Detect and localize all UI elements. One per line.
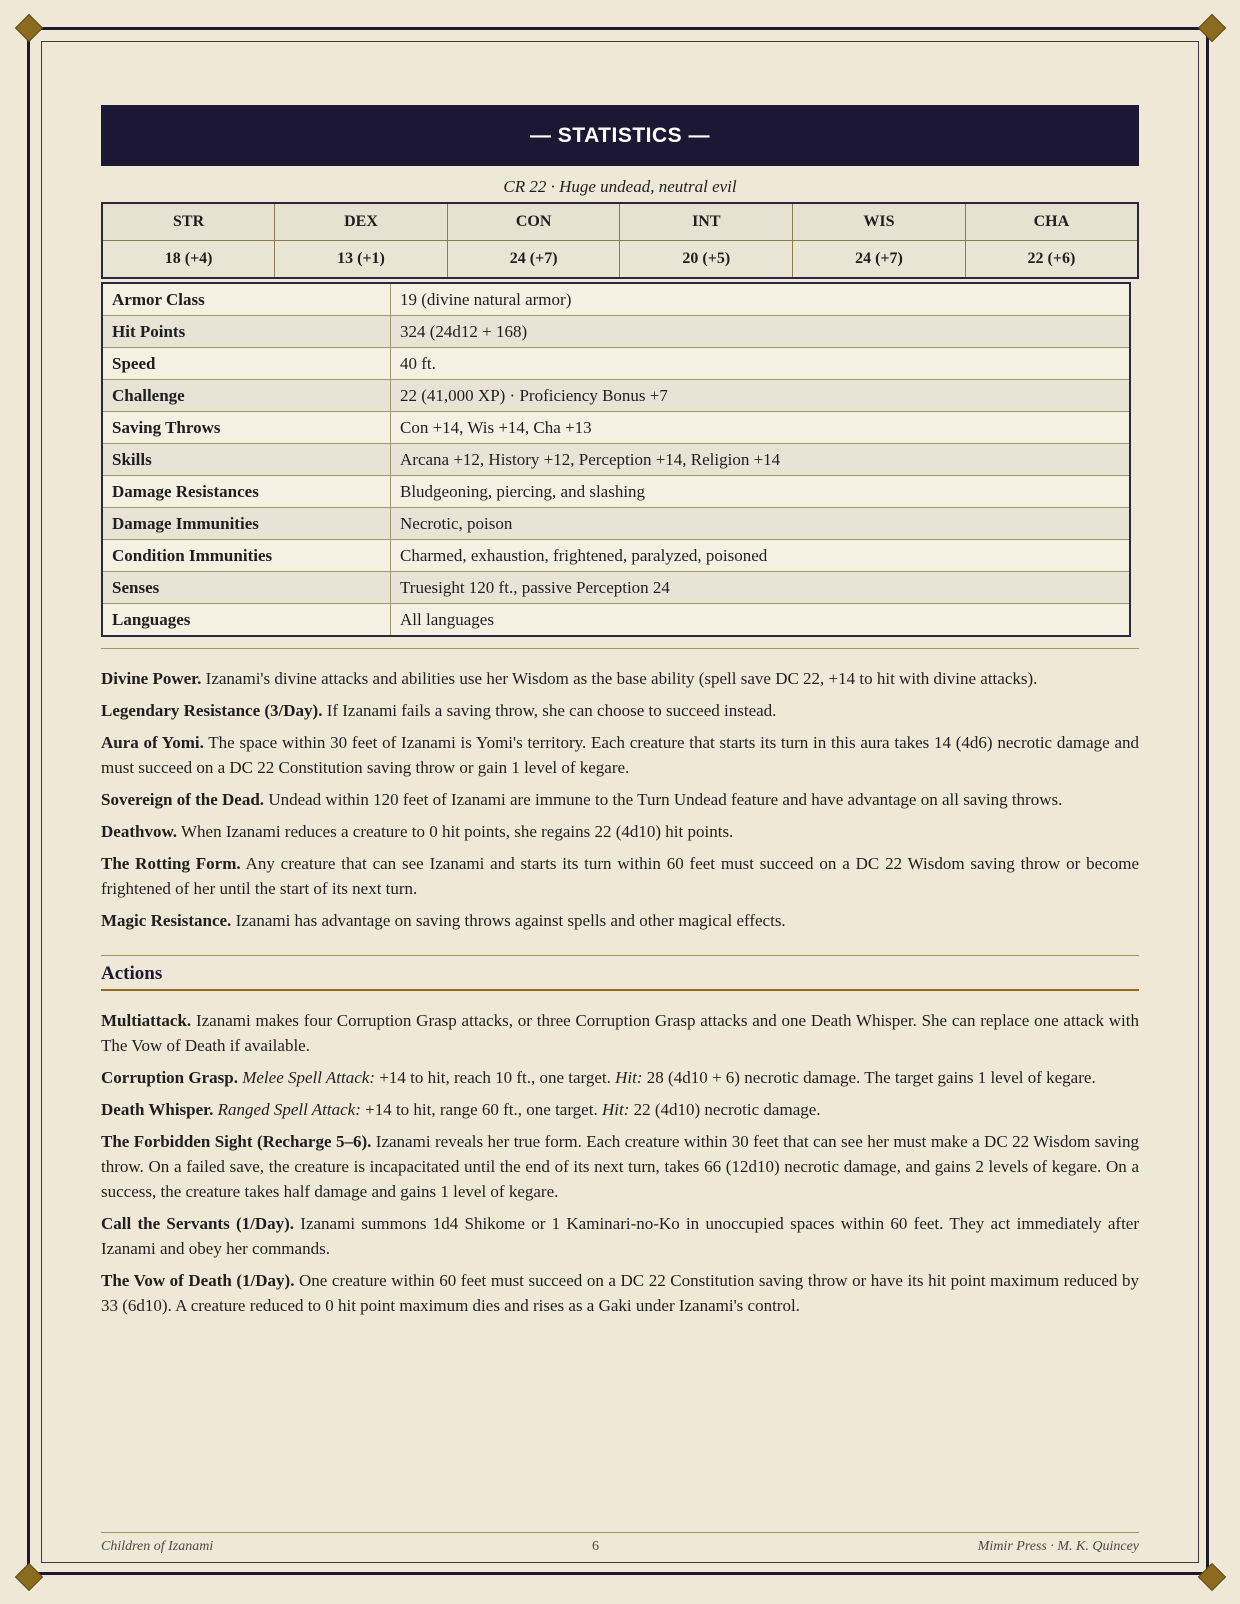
property-value: 40 ft. xyxy=(391,348,1131,380)
attack-type: Melee Spell Attack: xyxy=(242,1068,376,1087)
action-forbidden-sight xyxy=(101,1129,1139,1204)
action-text: Izanami summons 1d4 Shikome or 1 Kaminari-no-Ko in unoccupied spaces within 60 feet. They act immediately after Izanami and obey her commands. xyxy=(101,1214,1140,1258)
footer-book-title: Children of Izanami xyxy=(101,1539,214,1554)
property-row xyxy=(102,604,1130,637)
trait-deathvow xyxy=(101,819,1139,844)
property-key: Condition Immunities xyxy=(102,540,391,572)
ability-header-row xyxy=(102,203,1138,241)
action-corruption-grasp xyxy=(101,1065,1139,1090)
trait-name: Magic Resistance. xyxy=(101,911,232,930)
property-value: Bludgeoning, piercing, and slashing xyxy=(391,476,1131,508)
creature-subtitle: CR 22 · Huge undead, neutral evil xyxy=(503,177,737,196)
property-row xyxy=(102,476,1130,508)
property-value: All languages xyxy=(391,604,1131,637)
ability-value: 22 (+6) xyxy=(965,241,1138,279)
hit-label: Hit: xyxy=(615,1068,643,1087)
action-text: Izanami makes four Corruption Grasp attacks, or three Corruption Grasp attacks and one Death Whisper. She can replace one attack with The Vow of Death if available. xyxy=(101,1011,1139,1055)
property-row xyxy=(102,508,1130,540)
divider xyxy=(101,648,1139,649)
properties-table xyxy=(101,282,1131,637)
ability-scores-table xyxy=(101,202,1139,279)
trait-name: Sovereign of the Dead. xyxy=(101,790,265,809)
trait-name: Legendary Resistance (3/Day). xyxy=(101,701,323,720)
action-death-whisper xyxy=(101,1097,1139,1122)
trait-name: Deathvow. xyxy=(101,822,178,841)
action-text: One creature within 60 feet must succeed on a DC 22 Constitution saving throw or have its hit point maximum reduced by 33 (6d10). A creature reduced to 0 hit point maximum dies and rises as a Gaki under Izanami's control. xyxy=(101,1271,1139,1315)
action-name: Corruption Grasp. xyxy=(101,1068,238,1087)
section-banner xyxy=(101,105,1139,166)
attack-type: Ranged Spell Attack: xyxy=(217,1100,361,1119)
property-key: Speed xyxy=(102,348,391,380)
property-key: Hit Points xyxy=(102,316,391,348)
ability-value: 24 (+7) xyxy=(447,241,620,279)
ability-value-row xyxy=(102,241,1138,279)
trait-text: Izanami has advantage on saving throws against spells and other magical effects. xyxy=(231,911,786,930)
trait-text: Undead within 120 feet of Izanami are immune to the Turn Undead feature and have advantage on all saving throws. xyxy=(264,790,1063,809)
page-number: 6 xyxy=(592,1539,600,1554)
trait-sovereign-of-the-dead xyxy=(101,787,1139,812)
action-vow-of-death xyxy=(101,1268,1139,1318)
ability-value: 18 (+4) xyxy=(102,241,275,279)
ability-header: DEX xyxy=(275,203,448,241)
trait-legendary-resistance xyxy=(101,698,1139,723)
property-row xyxy=(102,540,1130,572)
action-name: Call the Servants (1/Day). xyxy=(101,1214,295,1233)
property-row xyxy=(102,412,1130,444)
attack-effect: 22 (4d10) necrotic damage. xyxy=(629,1100,821,1119)
action-multiattack xyxy=(101,1008,1139,1058)
hit-label: Hit: xyxy=(601,1100,630,1119)
ability-value: 20 (+5) xyxy=(620,241,793,279)
property-row xyxy=(102,348,1130,380)
property-row xyxy=(102,283,1130,316)
trait-text: If Izanami fails a saving throw, she can choose to succeed instead. xyxy=(322,701,777,720)
trait-magic-resistance xyxy=(101,908,1139,933)
actions-list xyxy=(101,1008,1139,1318)
ability-value: 13 (+1) xyxy=(275,241,448,279)
property-row xyxy=(102,380,1130,412)
property-key: Senses xyxy=(102,572,391,604)
property-key: Armor Class xyxy=(102,283,391,316)
footer-publisher: Mimir Press · M. K. Quincey xyxy=(977,1539,1139,1554)
page-footer xyxy=(101,1532,1139,1555)
trait-text: Any creature that can see Izanami and starts its turn within 60 feet must succeed on a DC 22 Wisdom saving throw or become frightened of her until the start of its next turn. xyxy=(101,854,1139,898)
property-key: Damage Resistances xyxy=(102,476,391,508)
action-name: Death Whisper. xyxy=(101,1100,214,1119)
property-key: Damage Immunities xyxy=(102,508,391,540)
trait-name: Divine Power. xyxy=(101,669,202,688)
trait-text: Izanami's divine attacks and abilities use her Wisdom as the base ability (spell save DC 22, +14 to hit with divine attacks). xyxy=(201,669,1038,688)
actions-heading: Actions xyxy=(101,955,1139,991)
action-name: Multiattack. xyxy=(101,1011,192,1030)
trait-aura-of-yomi xyxy=(101,730,1139,780)
trait-name: The Rotting Form. xyxy=(101,854,241,873)
attack-reach: +14 to hit, reach 10 ft., one target. xyxy=(375,1068,616,1087)
stat-block xyxy=(101,105,1139,1325)
action-name: The Vow of Death (1/Day). xyxy=(101,1271,295,1290)
property-value: Necrotic, poison xyxy=(391,508,1131,540)
ability-header: CON xyxy=(447,203,620,241)
ability-header: INT xyxy=(620,203,793,241)
banner-title: — STATISTICS — xyxy=(529,123,711,147)
action-call-the-servants xyxy=(101,1211,1139,1261)
property-value: Charmed, exhaustion, frightened, paralyzed, poisoned xyxy=(391,540,1131,572)
ability-value: 24 (+7) xyxy=(793,241,966,279)
attack-reach: +14 to hit, range 60 ft., one target. xyxy=(360,1100,602,1119)
property-value: Arcana +12, History +12, Perception +14, Religion +14 xyxy=(391,444,1131,476)
property-row xyxy=(102,316,1130,348)
property-value: 22 (41,000 XP) · Proficiency Bonus +7 xyxy=(391,380,1131,412)
ability-header: STR xyxy=(102,203,275,241)
property-value: Truesight 120 ft., passive Perception 24 xyxy=(391,572,1131,604)
trait-rotting-form xyxy=(101,851,1139,901)
property-value: Con +14, Wis +14, Cha +13 xyxy=(391,412,1131,444)
ability-header: CHA xyxy=(965,203,1138,241)
traits-list xyxy=(101,666,1139,933)
trait-divine-power xyxy=(101,666,1139,691)
property-key: Skills xyxy=(102,444,391,476)
ability-header: WIS xyxy=(793,203,966,241)
property-key: Challenge xyxy=(102,380,391,412)
action-name: The Forbidden Sight (Recharge 5–6). xyxy=(101,1132,372,1151)
trait-name: Aura of Yomi. xyxy=(101,733,204,752)
property-key: Saving Throws xyxy=(102,412,391,444)
trait-text: The space within 30 feet of Izanami is Yomi's territory. Each creature that starts its turn in this aura takes 14 (4d6) necrotic damage and must succeed on a DC 22 Constitution saving throw or gain 1 level of kegare. xyxy=(101,733,1139,777)
property-value: 324 (24d12 + 168) xyxy=(391,316,1131,348)
property-value: 19 (divine natural armor) xyxy=(391,283,1131,316)
property-row xyxy=(102,572,1130,604)
action-text: Izanami reveals her true form. Each creature within 30 feet that can see her must make a DC 22 Wisdom saving throw. On a failed save, the creature is incapacitated until the end of its next turn, takes 66 (12d10) necrotic damage, and gains 2 levels of kegare. On a success, the creature takes half damage and gains 1 level of kegare. xyxy=(101,1132,1139,1201)
trait-text: When Izanami reduces a creature to 0 hit points, she regains 22 (4d10) hit points. xyxy=(177,822,734,841)
property-row xyxy=(102,444,1130,476)
property-key: Languages xyxy=(102,604,391,637)
attack-effect: 28 (4d10 + 6) necrotic damage. The target gains 1 level of kegare. xyxy=(642,1068,1096,1087)
